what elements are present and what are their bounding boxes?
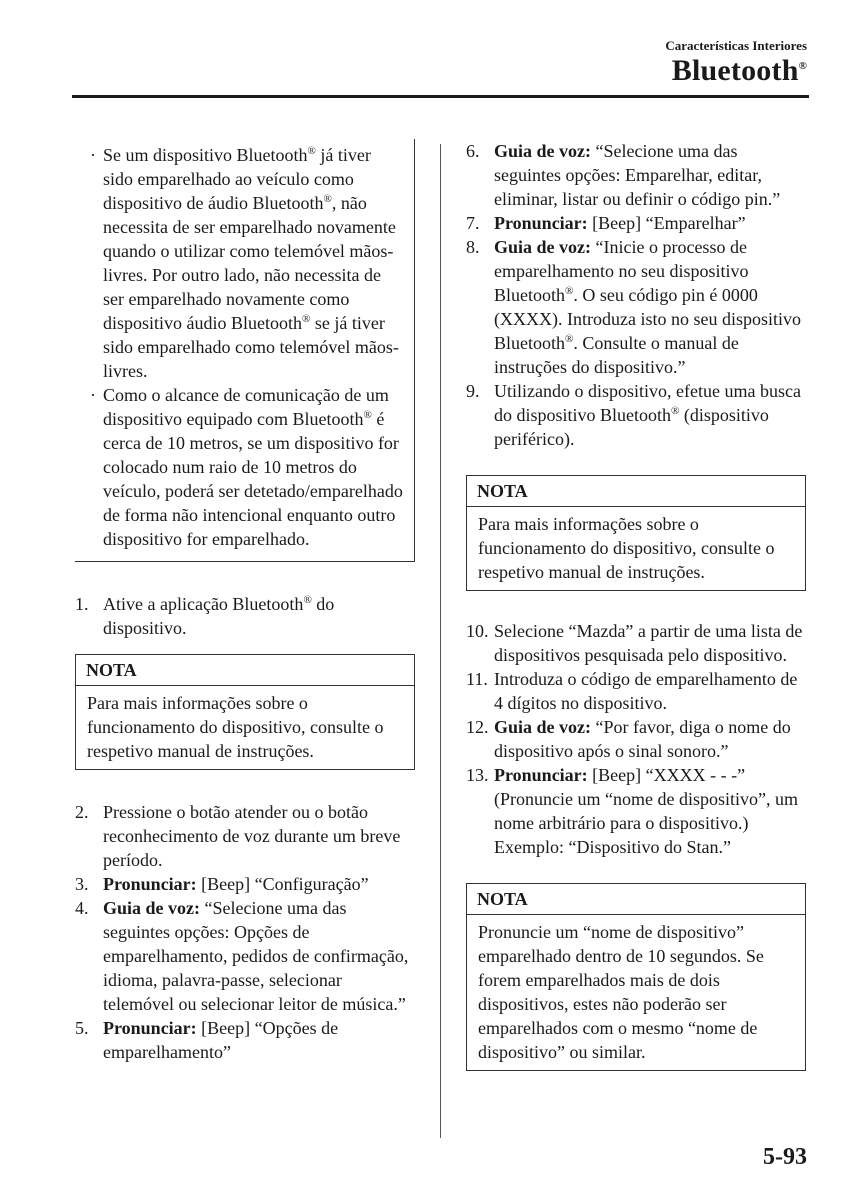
note-body: Pronuncie um “nome de dispositivo” emparelhado dentro de 10 segundos. Se forem emparelhados mais de dois dispositivos, estes não poderão ser emparelhados com o mesmo “nome de dispositivo” ou similar. <box>478 922 764 1062</box>
step-text: Ative a aplicação Bluetooth® do dispositivo. <box>103 594 335 638</box>
caution-box <box>75 139 415 562</box>
step-9 <box>466 379 806 451</box>
bullet-dot-icon: · <box>90 385 96 405</box>
step-number: 2. <box>75 802 89 822</box>
step-11 <box>466 667 806 715</box>
steps-list <box>466 619 806 859</box>
step-label: Guia de voz: <box>494 141 591 161</box>
step-text <box>494 715 806 763</box>
step-body: Pressione o botão atender ou o botão reconhecimento de voz durante um breve período. <box>103 802 401 870</box>
section-header: Características Interiores <box>665 38 807 53</box>
step-4 <box>75 896 415 1016</box>
step-body: [Beep] “Opções de emparelhamento” <box>103 1018 339 1062</box>
step-text <box>103 896 415 1016</box>
caution-bullet <box>83 143 404 383</box>
step-body: “Selecione uma das seguintes opções: Opções de emparelhamento, pedidos de confirmação, idioma, palavra-passe, selecionar telemóvel ou selecionar leitor de música.” <box>103 898 409 1014</box>
step-body: [Beep] “XXXX - - -” (Pronuncie um “nome de dispositivo”, um nome arbitrário para o dispositivo.) Exemplo: “Dispositivo do Stan.” <box>494 765 798 857</box>
step-number: 7. <box>466 213 480 233</box>
note-body: Para mais informações sobre o funcionamento do dispositivo, consulte o respetivo manual de instruções. <box>478 514 775 582</box>
step-number: 13. <box>466 765 489 785</box>
right-column <box>466 139 806 1071</box>
caution-bullet-text: Se um dispositivo Bluetooth® já tiver sido emparelhado ao veículo como dispositivo de áudio Bluetooth®, não necessita de ser emparelhado novamente quando o utilizar como telemóvel mãos-livres. Por outro lado, não necessita de ser emparelhado novamente como dispositivo áudio Bluetooth® se já tiver sido emparelhado como telemóvel mãos-livres. <box>103 145 399 381</box>
step-body: “Inicie o processo de emparelhamento no seu dispositivo Bluetooth®. O seu código pin é 0000 (XXXX). Introduza isto no seu dispositivo Bluetooth®. Consulte o manual de instruções do dispositivo.” <box>494 237 801 377</box>
step-body: “Por favor, diga o nome do dispositivo após o sinal sonoro.” <box>494 717 791 761</box>
note-body: Para mais informações sobre o funcionamento do dispositivo, consulte o respetivo manual de instruções. <box>87 693 384 761</box>
step-text <box>494 211 806 235</box>
step-body: “Selecione uma das seguintes opções: Emparelhar, editar, eliminar, listar ou definir o código pin.” <box>494 141 781 209</box>
step-body: Introduza o código de emparelhamento de 4 dígitos no dispositivo. <box>494 669 798 713</box>
note-box <box>75 654 415 770</box>
step-number: 8. <box>466 237 480 257</box>
caution-bullet-text: Como o alcance de comunicação de um dispositivo equipado com Bluetooth® é cerca de 10 metros, se um dispositivo for colocado num raio de 10 metros do veículo, poderá ser detetado/emparelhado de forma não intencional enquanto outro dispositivo for emparelhado. <box>103 385 403 549</box>
step-label: Guia de voz: <box>494 237 591 257</box>
step-label: Pronunciar: <box>103 874 197 894</box>
step-label: Pronunciar: <box>494 765 588 785</box>
step-10 <box>466 619 806 667</box>
step-text <box>494 763 806 859</box>
step-text <box>494 379 806 451</box>
left-column <box>75 139 415 1064</box>
steps-list <box>466 139 806 451</box>
step-12 <box>466 715 806 763</box>
step-3 <box>75 872 415 896</box>
step-number: 4. <box>75 898 89 918</box>
column-divider <box>440 144 441 1138</box>
caution-bullet <box>83 383 404 551</box>
step-body: [Beep] “Emparelhar” <box>592 213 746 233</box>
step-number: 6. <box>466 141 480 161</box>
step-body: Utilizando o dispositivo, efetue uma busca do dispositivo Bluetooth® (dispositivo periférico). <box>494 381 801 449</box>
step-label: Guia de voz: <box>494 717 591 737</box>
step-label: Guia de voz: <box>103 898 200 918</box>
step-number: 9. <box>466 381 480 401</box>
step-number: 3. <box>75 874 89 894</box>
note-heading: NOTA <box>467 476 805 507</box>
step-5 <box>75 1016 415 1064</box>
note-heading: NOTA <box>76 655 414 686</box>
step-body: Selecione “Mazda” a partir de uma lista de dispositivos pesquisada pelo dispositivo. <box>494 621 803 665</box>
step-2 <box>75 800 415 872</box>
step-7 <box>466 211 806 235</box>
note-heading: NOTA <box>467 884 805 915</box>
step-text <box>494 235 806 379</box>
step-text <box>103 872 415 896</box>
step-text <box>494 667 806 715</box>
note-box <box>466 475 806 591</box>
step-label: Pronunciar: <box>103 1018 197 1038</box>
step-label: Pronunciar: <box>494 213 588 233</box>
step-text <box>494 619 806 667</box>
step-1 <box>75 592 415 640</box>
bullet-dot-icon: · <box>90 145 96 165</box>
note-box <box>466 883 806 1071</box>
step-number: 10. <box>466 621 489 641</box>
page-number: 5-93 <box>763 1144 807 1170</box>
step-8 <box>466 235 806 379</box>
step-number: 12. <box>466 717 489 737</box>
page-title: Bluetooth® <box>671 54 807 87</box>
step-text <box>103 800 415 872</box>
steps-list <box>75 800 415 1064</box>
step-13 <box>466 763 806 859</box>
step-number: 5. <box>75 1018 89 1038</box>
step-text <box>103 1016 415 1064</box>
step-text <box>494 139 806 211</box>
step-6 <box>466 139 806 211</box>
step-number: 11. <box>466 669 488 689</box>
step-number: 1. <box>75 594 89 614</box>
header-rule <box>72 95 809 98</box>
step-body: [Beep] “Configuração” <box>201 874 369 894</box>
